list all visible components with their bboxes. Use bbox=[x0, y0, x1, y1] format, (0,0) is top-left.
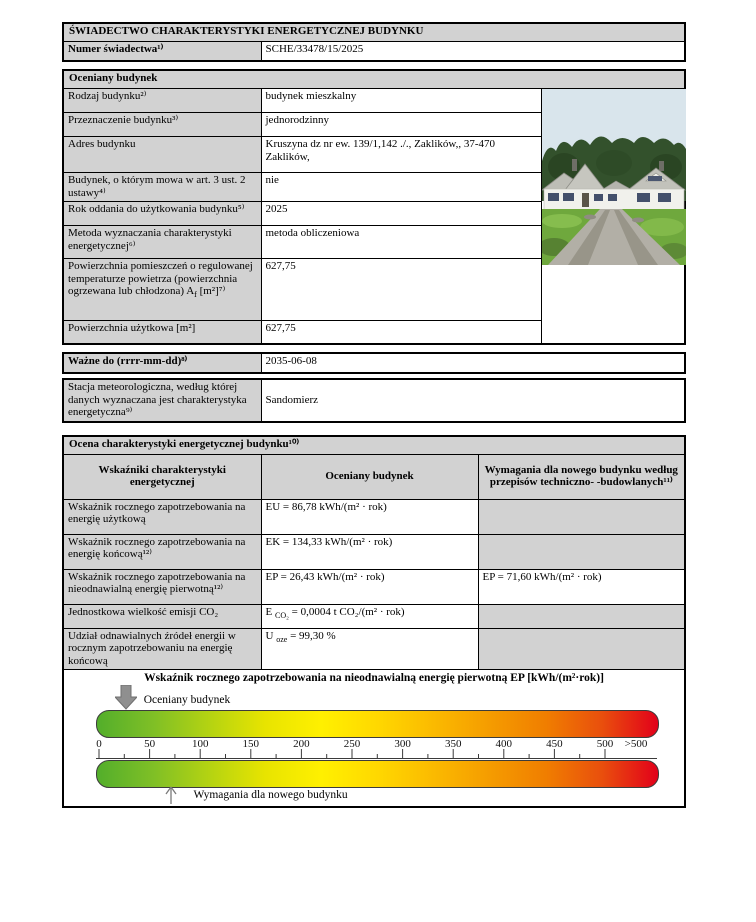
row-value-usable-area: 627,75 bbox=[261, 321, 541, 345]
row-label-building-purpose: Przeznaczenie budynku³⁾ bbox=[63, 113, 261, 137]
co2-value-sub: CO₂ bbox=[274, 610, 289, 620]
building-photo bbox=[541, 89, 685, 345]
certificate-document bbox=[62, 22, 684, 808]
svg-text:50: 50 bbox=[144, 738, 156, 750]
certificate-number-value: SCHE/33478/15/2025 bbox=[261, 42, 685, 62]
assessment-col-header-building: Oceniany budynek bbox=[261, 454, 478, 499]
requirement-label: Wymagania dla nowego budynku bbox=[193, 789, 348, 801]
row-label-address: Adres budynku bbox=[63, 137, 261, 173]
row-label-art3: Budynek, o którym mowa w art. 3 ust. 2 ustawy⁴⁾ bbox=[63, 173, 261, 202]
validity-value: 2035-06-08 bbox=[261, 353, 685, 373]
row-label-method: Metoda wyznaczania charakterystyki energetycznej⁶⁾ bbox=[63, 226, 261, 259]
assessment-section-header: Ocena charakterystyki energetycznej budynku¹⁰⁾ bbox=[63, 436, 685, 455]
ep-gradient-bar-bottom bbox=[96, 760, 659, 788]
row-label-usable-area: Powierzchnia użytkowa [m²] bbox=[63, 321, 261, 345]
svg-text:450: 450 bbox=[546, 738, 563, 750]
svg-text:350: 350 bbox=[444, 738, 462, 750]
building-photo-illustration bbox=[542, 89, 686, 265]
chart-title: Wskaźnik rocznego zapotrzebowania na nieodnawialną energię pierwotną EP [kWh/(m²·rok)] bbox=[144, 672, 604, 684]
row-value-art3: nie bbox=[261, 173, 541, 202]
co2-value-rest: = 0,0004 t CO₂/(m² · rok) bbox=[288, 605, 405, 618]
assessment-col-header-requirements: Wymagania dla nowego budynku według przepisów techniczno- -budowlanych¹¹⁾ bbox=[478, 454, 685, 499]
certificate-number-label: Numer świadectwa¹⁾ bbox=[63, 42, 261, 62]
eu-row-label: Wskaźnik rocznego zapotrzebowania na energię użytkową bbox=[63, 499, 261, 534]
ep-row-requirement-value: EP = 71,60 kWh/(m² · rok) bbox=[478, 569, 685, 604]
ep-scale-axis bbox=[64, 736, 682, 760]
ep-row-label: Wskaźnik rocznego zapotrzebowania na nieodnawialną energię pierwotną¹²⁾ bbox=[63, 569, 261, 604]
building-table bbox=[62, 69, 686, 345]
ep-scale-chart bbox=[64, 670, 684, 806]
weather-station-value: Sandomierz bbox=[261, 379, 685, 422]
oze-row-building-value bbox=[261, 628, 478, 670]
oze-value-sub: oze bbox=[276, 634, 288, 644]
certificate-title: ŚWIADECTWO CHARAKTERYSTYKI ENERGETYCZNEJ BUDYNKU bbox=[63, 23, 685, 42]
validity-label: Ważne do (rrrr-mm-dd)⁸⁾ bbox=[63, 353, 261, 373]
co2-row-label: Jednostkowa wielkość emisji CO₂ bbox=[63, 604, 261, 628]
certificate-header-table bbox=[62, 22, 686, 62]
evaluated-building-label: Oceniany budynek bbox=[143, 694, 231, 706]
oze-row-requirement-value bbox=[478, 628, 685, 670]
conditioned-area-label-sub: f bbox=[194, 290, 197, 300]
requirement-arrow-icon bbox=[164, 786, 178, 805]
svg-text:>500: >500 bbox=[624, 738, 648, 750]
co2-row-building-value bbox=[261, 604, 478, 628]
row-value-year: 2025 bbox=[261, 202, 541, 226]
weather-station-table bbox=[62, 378, 686, 423]
assessment-col-header-indicators: Wskaźniki charakterystyki energetycznej bbox=[63, 454, 261, 499]
validity-table bbox=[62, 352, 686, 374]
svg-text:300: 300 bbox=[394, 738, 411, 750]
row-value-method: metoda obliczeniowa bbox=[261, 226, 541, 259]
row-label-year: Rok oddania do użytkowania budynku⁵⁾ bbox=[63, 202, 261, 226]
svg-text:400: 400 bbox=[495, 738, 513, 750]
ep-scale-chart-cell bbox=[63, 670, 685, 808]
oze-value-main: U bbox=[265, 629, 277, 642]
svg-text:250: 250 bbox=[343, 738, 361, 750]
building-section-header: Oceniany budynek bbox=[63, 70, 685, 89]
conditioned-area-label-main: Powierzchnia pomieszczeń o regulowanej temperaturze powietrza (powierzchnia ogrzewana lub chłodzona) A bbox=[68, 260, 253, 297]
oze-row-label: Udział odnawialnych źródeł energii w rocznym zapotrzebowaniu na energię końcową bbox=[63, 628, 261, 670]
svg-text:0: 0 bbox=[96, 738, 102, 750]
weather-station-label: Stacja meteorologiczna, według której danych wyznaczana jest charakterystyka energetyczna⁹⁾ bbox=[63, 379, 261, 422]
ek-row-requirement-value bbox=[478, 534, 685, 569]
svg-text:150: 150 bbox=[242, 738, 260, 750]
row-value-building-purpose: jednorodzinny bbox=[261, 113, 541, 137]
svg-text:500: 500 bbox=[596, 738, 614, 750]
row-label-building-type: Rodzaj budynku²⁾ bbox=[63, 89, 261, 113]
eu-row-building-value: EU = 86,78 kWh/(m² · rok) bbox=[261, 499, 478, 534]
eu-row-requirement-value bbox=[478, 499, 685, 534]
row-value-building-type: budynek mieszkalny bbox=[261, 89, 541, 113]
evaluated-building-arrow-icon bbox=[115, 685, 137, 710]
row-value-conditioned-area: 627,75 bbox=[261, 259, 541, 321]
row-value-address: Kruszyna dz nr ew. 139/1,142 ./., Zaklików,, 37-470 Zaklików, bbox=[261, 137, 541, 173]
row-label-conditioned-area bbox=[63, 259, 261, 321]
assessment-table bbox=[62, 435, 686, 809]
ek-row-label: Wskaźnik rocznego zapotrzebowania na energię końcową¹²⁾ bbox=[63, 534, 261, 569]
conditioned-area-label-rest: [m²]⁷⁾ bbox=[196, 285, 226, 297]
svg-text:200: 200 bbox=[293, 738, 310, 750]
svg-text:100: 100 bbox=[191, 738, 209, 750]
co2-row-requirement-value bbox=[478, 604, 685, 628]
co2-value-main: E bbox=[265, 605, 275, 618]
ek-row-building-value: EK = 134,33 kWh/(m² · rok) bbox=[261, 534, 478, 569]
oze-value-rest: = 99,30 % bbox=[287, 629, 336, 642]
ep-row-building-value: EP = 26,43 kWh/(m² · rok) bbox=[261, 569, 478, 604]
ep-gradient-bar-top bbox=[96, 710, 659, 738]
